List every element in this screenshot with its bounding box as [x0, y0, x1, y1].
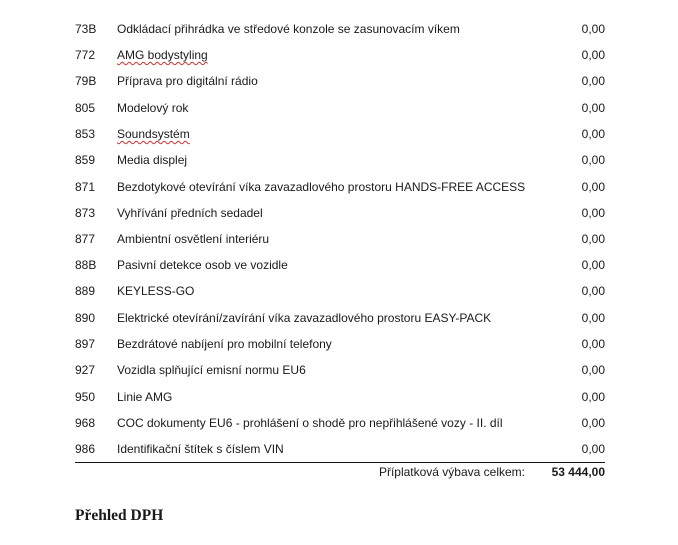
total-value: 53 444,00: [551, 465, 605, 479]
item-code: 950: [75, 390, 96, 404]
table-row: [0, 96, 678, 122]
table-row: [0, 122, 678, 148]
item-description: Odkládací přihrádka ve středové konzole se zasunovacím víkem: [117, 22, 460, 36]
table-row: [0, 306, 678, 332]
item-price: 0,00: [581, 22, 605, 36]
item-code: 889: [75, 284, 96, 298]
table-row: [0, 43, 678, 69]
item-price: 0,00: [581, 101, 605, 115]
item-price: 0,00: [581, 180, 605, 194]
item-price: 0,00: [581, 337, 605, 351]
section-heading: Přehled DPH: [75, 507, 164, 524]
table-row: [0, 17, 678, 43]
item-description: Ambientní osvětlení interiéru: [117, 232, 270, 246]
item-description: Bezdrátové nabíjení pro mobilní telefony: [117, 337, 332, 351]
item-code: 859: [75, 153, 96, 167]
item-price: 0,00: [581, 363, 605, 377]
table-row: [0, 385, 678, 411]
item-price: 0,00: [581, 48, 605, 62]
item-description: Pasivní detekce osob ve vozidle: [117, 258, 288, 272]
item-price: 0,00: [581, 232, 605, 246]
item-description: Media displej: [117, 153, 188, 167]
item-price: 0,00: [581, 416, 605, 430]
table-row: [0, 201, 678, 227]
item-description: KEYLESS-GO: [117, 284, 195, 298]
item-description: AMG bodystyling: [117, 48, 208, 62]
table-row: [0, 411, 678, 437]
item-code: 927: [75, 363, 96, 377]
item-code: 79B: [75, 74, 97, 88]
table-row: [0, 332, 678, 358]
table-row: [0, 148, 678, 174]
table-row: [0, 227, 678, 253]
total-divider: [75, 462, 605, 463]
item-price: 0,00: [581, 74, 605, 88]
item-description: Modelový rok: [117, 101, 189, 115]
item-price: 0,00: [581, 390, 605, 404]
table-row: [0, 69, 678, 95]
item-code: 871: [75, 180, 96, 194]
item-description: Elektrické otevírání/zavírání víka zavazadlového prostoru EASY-PACK: [117, 311, 492, 325]
item-description: Vozidla splňující emisní normu EU6: [117, 363, 306, 377]
table-row: [0, 437, 678, 463]
item-code: 877: [75, 232, 96, 246]
item-price: 0,00: [581, 206, 605, 220]
item-code: 890: [75, 311, 96, 325]
item-code: 897: [75, 337, 96, 351]
item-code: 986: [75, 442, 96, 456]
total-label: Příplatková výbava celkem:: [378, 465, 525, 479]
table-row: [0, 358, 678, 384]
item-code: 873: [75, 206, 96, 220]
item-code: 772: [75, 48, 96, 62]
item-price: 0,00: [581, 153, 605, 167]
item-description: COC dokumenty EU6 - prohlášení o shodě pro nepřihlášené vozy - II. díl: [117, 416, 503, 430]
table-row: [0, 253, 678, 279]
item-description: Bezdotykové otevírání víka zavazadlového prostoru HANDS-FREE ACCESS: [117, 180, 526, 194]
item-code: 73B: [75, 22, 97, 36]
item-price: 0,00: [581, 258, 605, 272]
item-description: Linie AMG: [117, 390, 173, 404]
item-code: 853: [75, 127, 96, 141]
item-price: 0,00: [581, 284, 605, 298]
item-code: 968: [75, 416, 96, 430]
item-description: Identifikační štítek s číslem VIN: [117, 442, 284, 456]
item-price: 0,00: [581, 442, 605, 456]
item-price: 0,00: [581, 311, 605, 325]
item-description: Příprava pro digitální rádio: [117, 74, 258, 88]
item-description: Vyhřívání předních sedadel: [117, 206, 263, 220]
item-description: Soundsystém: [117, 127, 190, 141]
item-code: 88B: [75, 258, 97, 272]
table-row: [0, 175, 678, 201]
item-code: 805: [75, 101, 96, 115]
item-price: 0,00: [581, 127, 605, 141]
table-row: [0, 279, 678, 305]
